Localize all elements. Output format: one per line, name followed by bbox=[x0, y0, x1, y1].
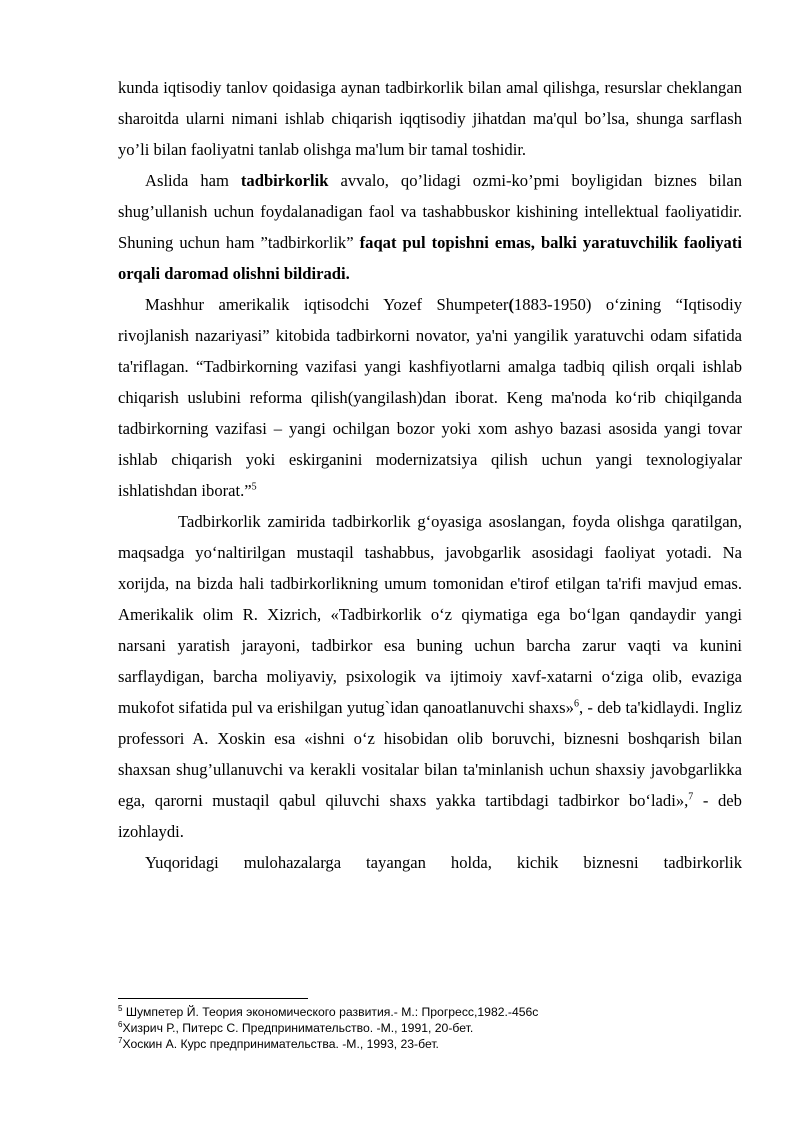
footnote-text: Хоскин А. Курс предпринимательства. -М., 1993, 23-бет. bbox=[122, 1037, 439, 1051]
footnote-ref-5[interactable]: 5 bbox=[251, 481, 257, 493]
p3-bold-paren: ( bbox=[508, 295, 514, 314]
footnote-ref-7[interactable]: 7 bbox=[688, 791, 694, 803]
paragraph-3 bbox=[118, 289, 742, 506]
p3-text-c: 1883-1950) o‘zining “Iqtisodiy rivojlanish nazariyasi” kitobida tadbirkorni novator, ya'ni yangilik yaratuvchi odam sifatida ta'riflagan. “Tadbirkorning vazifasi yangi kashfiyotlarni amalga tadbiq qilish orqali ishlab chiqarish uslubini reforma qilish(yangilash)dan iborat. Keng ma'noda ko‘rib chiqilganda tadbirkorning vazifasi – yangi ochilgan bozor yoki xom ashyo bazasi asosida yangi tovar ishlab chiqarish yoki eskirganini modernizatsiya qilish uchun yangi texnologiyalar ishlatishdan iborat.” bbox=[118, 295, 742, 500]
p4-text-c: - deb izohlaydi. bbox=[118, 791, 742, 841]
footnote-number: 5 bbox=[118, 1003, 123, 1013]
footnote-ref-6[interactable]: 6 bbox=[573, 698, 579, 710]
footnote-5 bbox=[118, 1004, 742, 1020]
footnote-number: 7 bbox=[118, 1035, 123, 1045]
body-text bbox=[118, 72, 742, 878]
p4-text-a: Tadbirkorlik zamirida tadbirkorlik g‘oyasiga asoslangan, foyda olishga qaratilgan, maqsadga yo‘naltirilgan mustaqil tashabbus, javobgarlik asosidagi faoliyat yotadi. Na xorijda, na bizda hali tadbirkorlikning umum tomonidan e'tirof etilgan ta'rifi mavjud emas. Amerikalik olim R. Xizrich, «Tadbirkorlik o‘z qiymatiga ega bo‘lgan qandaydir yangi narsani yaratish jarayoni, tadbirkor esa buning uchun barcha zarur vaqti va kunini sarflaydigan, barcha moliyaviy, psixologik va ijtimoiy xavf-xatarni o‘ziga olib, evaziga mukofot sifatida pul va erishilgan yutug`idan qanoatlanuvchi shaxs» bbox=[118, 512, 742, 717]
p2-text-c: avvalo, qo’lidagi ozmi-ko’pmi boyligidan biznes bilan shug’ullanish uchun foydalanadigan faol va tashabbuskor kishining intellektual faoliyatidir. Shuning uchun ham ”tadbirkorlik” bbox=[118, 171, 742, 252]
footnote-separator bbox=[118, 998, 308, 999]
p3-text-a: Mashhur amerikalik iqtisodchi Yozef Shumpeter bbox=[145, 295, 509, 314]
footnote-text: Хизрич Р., Питерс С. Предпринимательство. -М., 1991, 20-бет. bbox=[122, 1021, 474, 1035]
footnote-6 bbox=[118, 1020, 742, 1036]
footnote-text: Шумпетер Й. Теория экономического развития.- М.: Прогресс,1982.-456с bbox=[122, 1005, 539, 1019]
footnote-7 bbox=[118, 1036, 742, 1052]
p2-bold-statement: faqat pul topishni emas, balki yaratuvchilik faoliyati orqali daromad olishni bildiradi. bbox=[118, 233, 742, 283]
footnotes bbox=[118, 1004, 742, 1052]
paragraph-5: Yuqoridagi mulohazalarga tayangan holda, kichik biznesni tadbirkorlik bbox=[145, 853, 742, 872]
paragraph-4 bbox=[118, 506, 742, 847]
p2-bold-term: tadbirkorlik bbox=[240, 171, 329, 190]
paragraph-2 bbox=[118, 165, 742, 289]
p2-text-a: Aslida ham bbox=[145, 171, 241, 190]
paragraph-1: kunda iqtisodiy tanlov qoidasiga aynan tadbirkorlik bilan amal qilishga, resurslar cheklangan sharoitda ularni nimani ishlab chiqarish iqqtisodiy jihatdan ma'qul bo’lsa, shunga sarflash yo’li bilan faoliyatni tanlab olishga ma'lum bir tamal toshidir. bbox=[118, 78, 742, 159]
p4-text-b: , - deb ta'kidlaydi. Ingliz professori A. Xoskin esa «ishni o‘z hisobidan olib boruvchi, biznesni boshqarish bilan shaxsan shug’ullanuvchi va kerakli vositalar bilan ta'minlanish uchun shaxsiy javobgarlikka ega, qarorni mustaqil qabul qiluvchi shaxs yakka tartibdagi tadbirkor bo‘ladi», bbox=[118, 698, 742, 810]
footnote-number: 6 bbox=[118, 1019, 123, 1029]
